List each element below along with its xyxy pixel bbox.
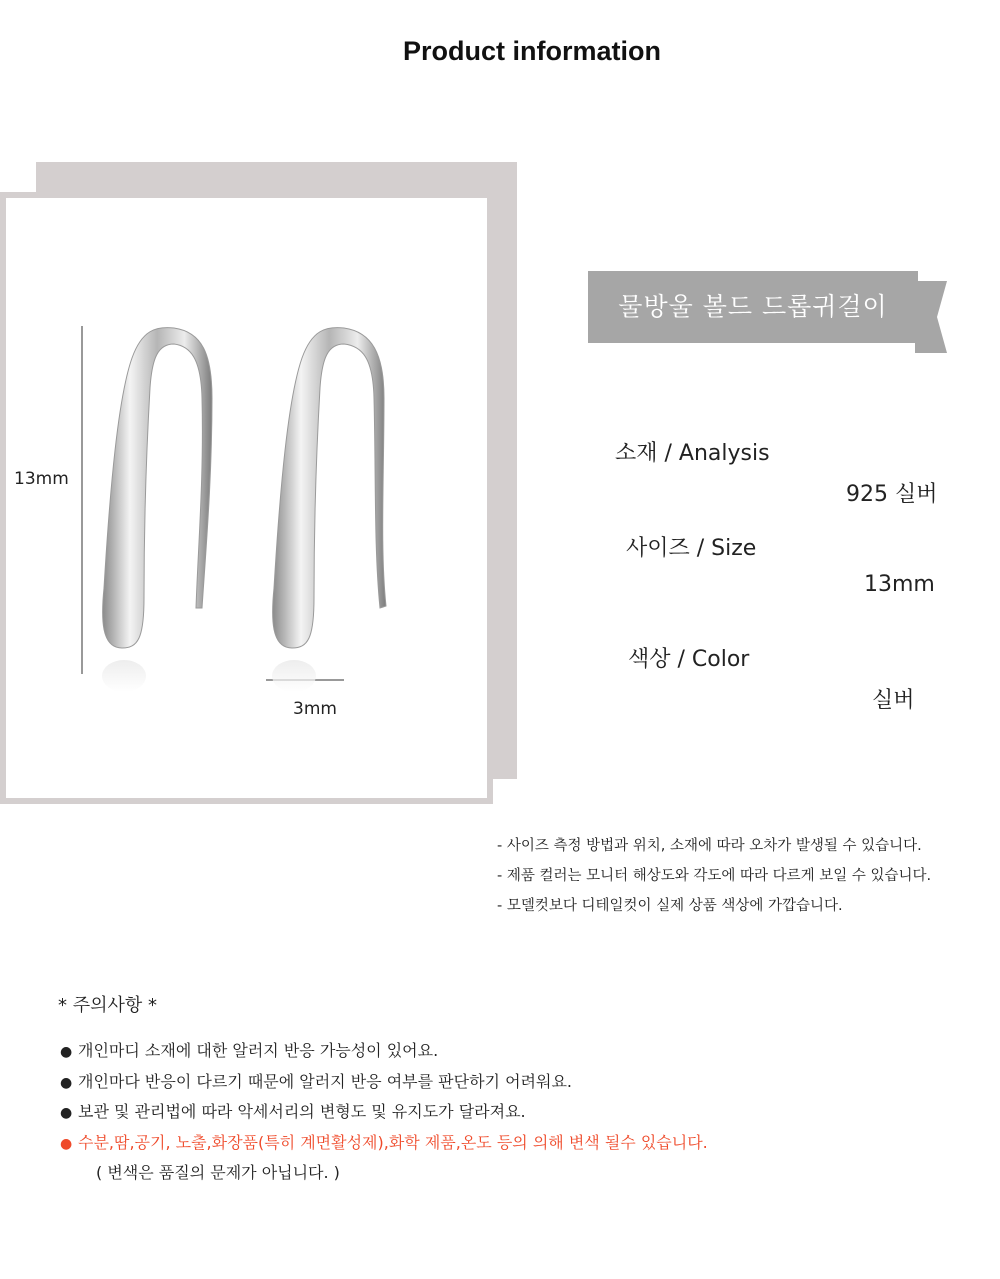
- material-label: 소재 / Analysis: [615, 441, 770, 466]
- color-value: 실버: [872, 688, 915, 713]
- photo-frame: [0, 192, 493, 804]
- product-name-banner: 물방울 볼드 드롭귀걸이: [588, 271, 918, 343]
- right-earring: [272, 328, 386, 692]
- product-photo: [6, 198, 487, 798]
- caution-title: * 주의사항 *: [58, 995, 157, 1016]
- size-label: 사이즈 / Size: [626, 536, 757, 561]
- caution-item: ● 개인마디 소재에 대한 알러지 반응 가능성이 있어요.: [60, 1040, 708, 1071]
- caution-item: ● 개인마다 반응이 다르기 때문에 알러지 반응 여부를 판단하기 어려워요.: [60, 1071, 708, 1102]
- caution-sub-note: ( 변색은 품질의 문제가 아닙니다. ): [96, 1163, 340, 1182]
- caution-item-warning: ● 수분,땀,공기, 노출,화장품(특히 계면활성제),화학 제품,온도 등의 의해 변색 될수 있습니다.: [60, 1132, 708, 1163]
- left-earring: [102, 328, 212, 692]
- note-item: - 제품 컬러는 모니터 해상도와 각도에 따라 다르게 보일 수 있습니다.: [497, 868, 932, 884]
- bullet-icon: ●: [60, 1105, 73, 1121]
- page-title: Product information: [403, 36, 661, 66]
- caution-list: [60, 1040, 708, 1193]
- bullet-icon: ●: [60, 1135, 73, 1152]
- material-value: 925 실버: [846, 482, 938, 507]
- earrings-image: [6, 198, 487, 798]
- width-label: 3mm: [293, 699, 337, 719]
- note-item: - 사이즈 측정 방법과 위치, 소재에 따라 오차가 발생될 수 있습니다.: [497, 838, 922, 854]
- bullet-icon: ●: [60, 1074, 73, 1091]
- size-value: 13mm: [864, 572, 935, 597]
- color-label: 색상 / Color: [628, 647, 750, 672]
- caution-item: ● 보관 및 관리법에 따라 악세서리의 변형도 및 유지도가 달라져요.: [60, 1101, 708, 1132]
- bullet-icon: ●: [60, 1044, 73, 1060]
- ribbon-tail-icon: [915, 281, 947, 353]
- notes-list: [497, 836, 931, 926]
- note-item: - 모델컷보다 디테일컷이 실제 상품 색상에 가깝습니다.: [497, 898, 843, 914]
- height-label: 13mm: [14, 469, 69, 489]
